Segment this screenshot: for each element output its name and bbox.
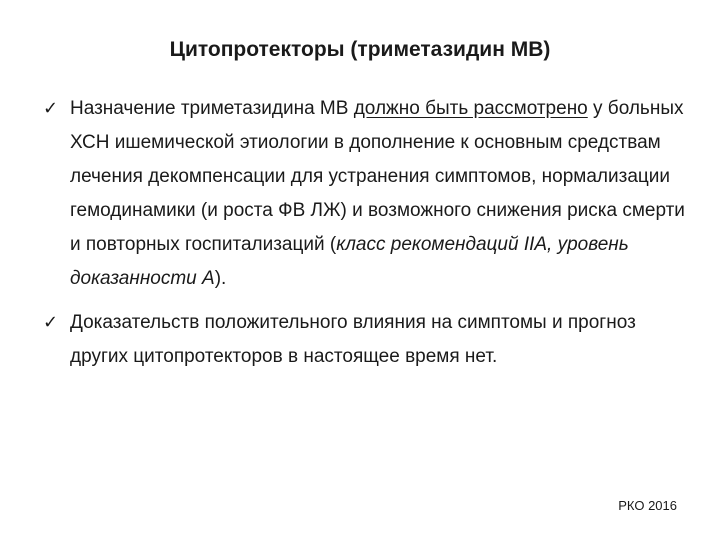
slide-title: Цитопротекторы (триметазидин МВ): [169, 38, 551, 61]
bullet-list: [43, 92, 693, 374]
bullet-text-start: Назначение триметазидина МВ: [70, 98, 354, 119]
bullet-item-trimetazidine: [43, 92, 693, 296]
bullet-text-underlined: должно быть рассмотрено: [353, 98, 588, 119]
bullet-text-middle: у больных ХСН ишемической этиологии в дополнение к основным средствам лечения декомпенсации для устранения симптомов, нормализации гемодинамики (и роста ФВ ЛЖ) и возможного снижения риска смерти и повторных госпитализаций (: [70, 98, 685, 255]
bullet-text-end: ).: [214, 268, 227, 289]
bullet-text-emphasis: класс рекомендаций IIA, уровень доказанности А: [70, 234, 629, 289]
bullet-text: Доказательств положительного влияния на симптомы и прогноз других цитопротекторов в настоящее время нет.: [70, 312, 636, 367]
check-mark-icon: ✓: [43, 312, 59, 333]
footer-credit: РКО 2016: [618, 498, 677, 513]
check-mark-icon: ✓: [43, 98, 59, 119]
bullet-item-other-cytoprotectors: [43, 306, 693, 374]
